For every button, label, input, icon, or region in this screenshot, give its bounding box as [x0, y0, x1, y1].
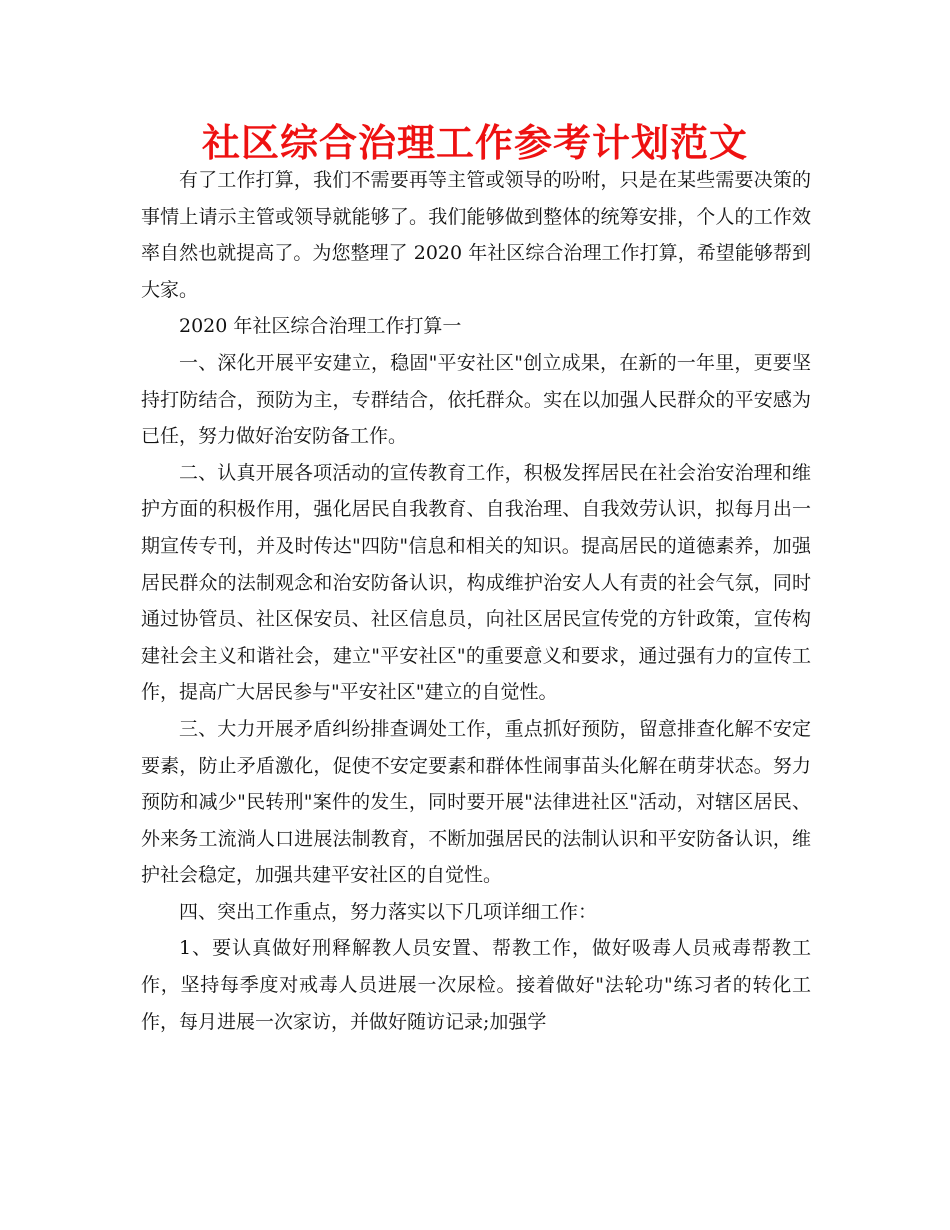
paragraph-subitem-1: 1、要认真做好刑释解教人员安置、帮教工作，做好吸毒人员戒毒帮教工作，坚持每季度对戒毒人员进展一次尿检。接着做好"法轮功"练习者的转化工作，每月进展一次家访，并做好随访记录;加强学: [141, 937, 811, 1033]
paragraph-item-4: 四、突出工作重点，努力落实以下几项详细工作：: [179, 900, 598, 923]
document-title: 社区综合治理工作参考计划范文: [201, 121, 748, 165]
paragraph-item-2: 二、认真开展各项活动的宣传教育工作，积极发挥居民在社会治安治理和维护方面的积极作用，强化居民自我教育、自我治理、自我效劳认识，拟每月出一期宣传专刊，并及时传达"四防"信息和相关的知识。提高居民的道德素养，加强居民群众的法制观念和治安防备认识，构成维护治安人人有责的社会气氛，同时通过协管员、社区保安员、社区信息员，向社区居民宣传党的方针政策，宣传构建社会主义和谐社会，建立"平安社区"的重要意义和要求，通过强有力的宣传工作，提高广大居民参与"平安社区"建立的自觉性。: [141, 461, 811, 704]
paragraph-item-3: 三、大力开展矛盾纠纷排查调处工作，重点抓好预防，留意排查化解不安定要素，防止矛盾激化，促使不安定要素和群体性闹事苗头化解在萌芽状态。努力预防和减少"民转刑"案件的发生，同时要开展"法律进社区"活动，对辖区居民、外来务工流淌人口进展法制教育，不断加强居民的法制认识和平安防备认识，维护社会稳定，加强共建平安社区的自觉性。: [141, 717, 811, 887]
document-body: [141, 162, 811, 1040]
paragraph-intro: 有了工作打算，我们不需要再等主管或领导的吩咐，只是在某些需要决策的事情上请示主管或领导就能够了。我们能够做到整体的统筹安排，个人的工作效率自然也就提高了。为您整理了 2020 年社区综合治理工作打算，希望能够帮到大家。: [141, 169, 811, 301]
paragraph-section-heading: 2020 年社区综合治理工作打算一: [179, 315, 462, 338]
paragraph-item-1: 一、深化开展平安建立，稳固"平安社区"创立成果，在新的一年里，更要坚持打防结合，预防为主，专群结合，依托群众。实在以加强人民群众的平安感为已任，努力做好治安防备工作。: [141, 351, 811, 448]
